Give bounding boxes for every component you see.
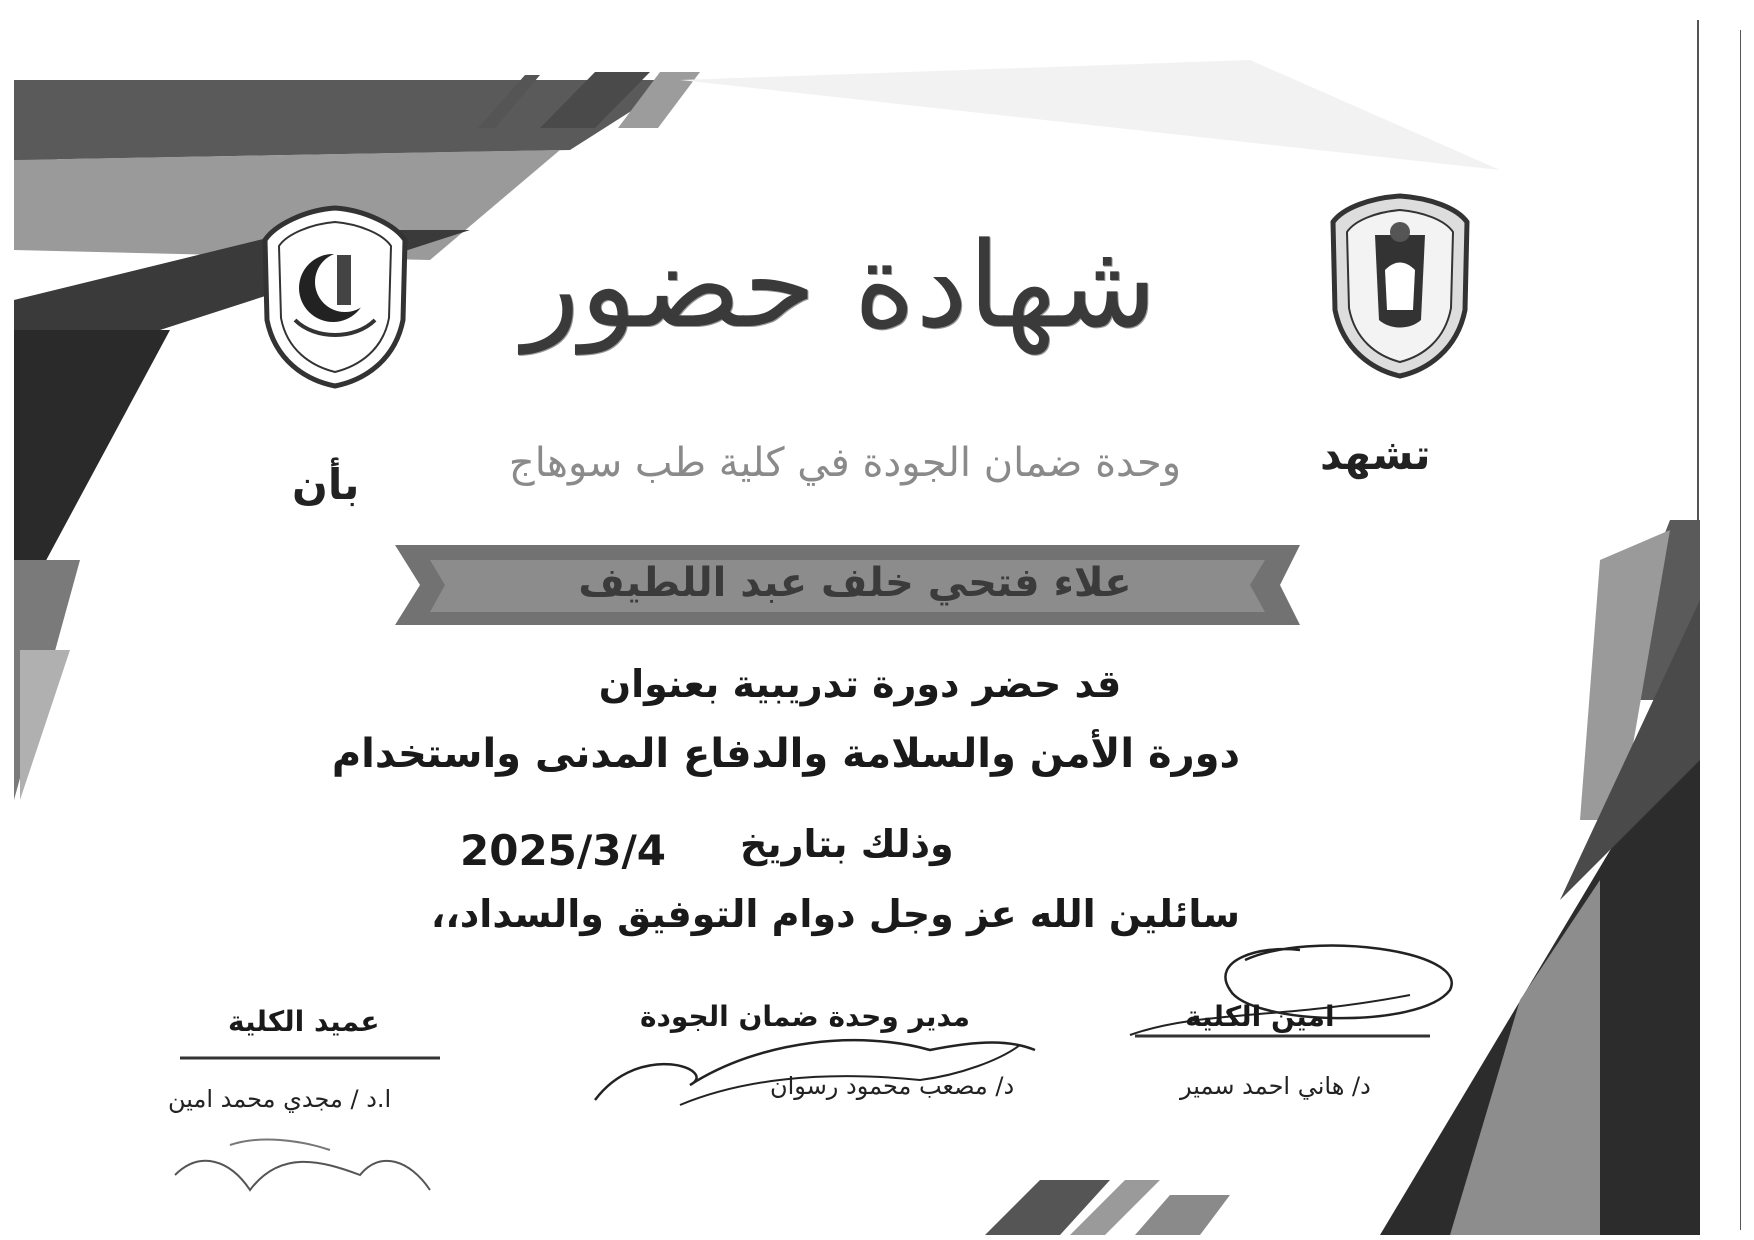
college-secretary-title: امين الكلية [1185, 1000, 1335, 1033]
witness-word: تشهد [1320, 430, 1431, 479]
top-right-sweep [680, 60, 1500, 170]
recipient-name: علاء فتحي خلف عبد اللطيف [578, 560, 1132, 606]
faculty-of-medicine-crest-icon [255, 200, 415, 390]
slash [1135, 1195, 1230, 1235]
course-title: دورة الأمن والسلامة والدفاع المدنى واستخدام [331, 731, 1240, 777]
issuer-unit: وحدة ضمان الجودة في كلية طب سوهاج [508, 440, 1182, 486]
sohag-university-crest-icon [1325, 190, 1475, 380]
left-wedge [20, 650, 70, 800]
signature-scribble [175, 1161, 430, 1190]
quality-unit-director-name: د/ مصعب محمود رسوان [770, 1072, 1015, 1100]
date-value: 2025/3/4 [460, 826, 667, 875]
signature-scribble [230, 1140, 330, 1150]
dean-name: ا.د / مجدي محمد امين [168, 1085, 392, 1113]
that-word: بأن [292, 460, 360, 509]
dean-title: عميد الكلية [228, 1005, 380, 1038]
college-secretary-name: د/ هاني احمد سمير [1180, 1072, 1371, 1100]
date-label: وذلك بتاريخ [740, 822, 954, 866]
certificate-title: شهادة حضور [522, 216, 1158, 354]
attended-line: قد حضر دورة تدريبية بعنوان [598, 662, 1122, 706]
quality-unit-director-title: مدير وحدة ضمان الجودة [640, 1000, 970, 1033]
right-wedge [1450, 880, 1600, 1235]
closing-prayer: سائلين الله عز وجل دوام التوفيق والسداد،، [430, 892, 1240, 936]
